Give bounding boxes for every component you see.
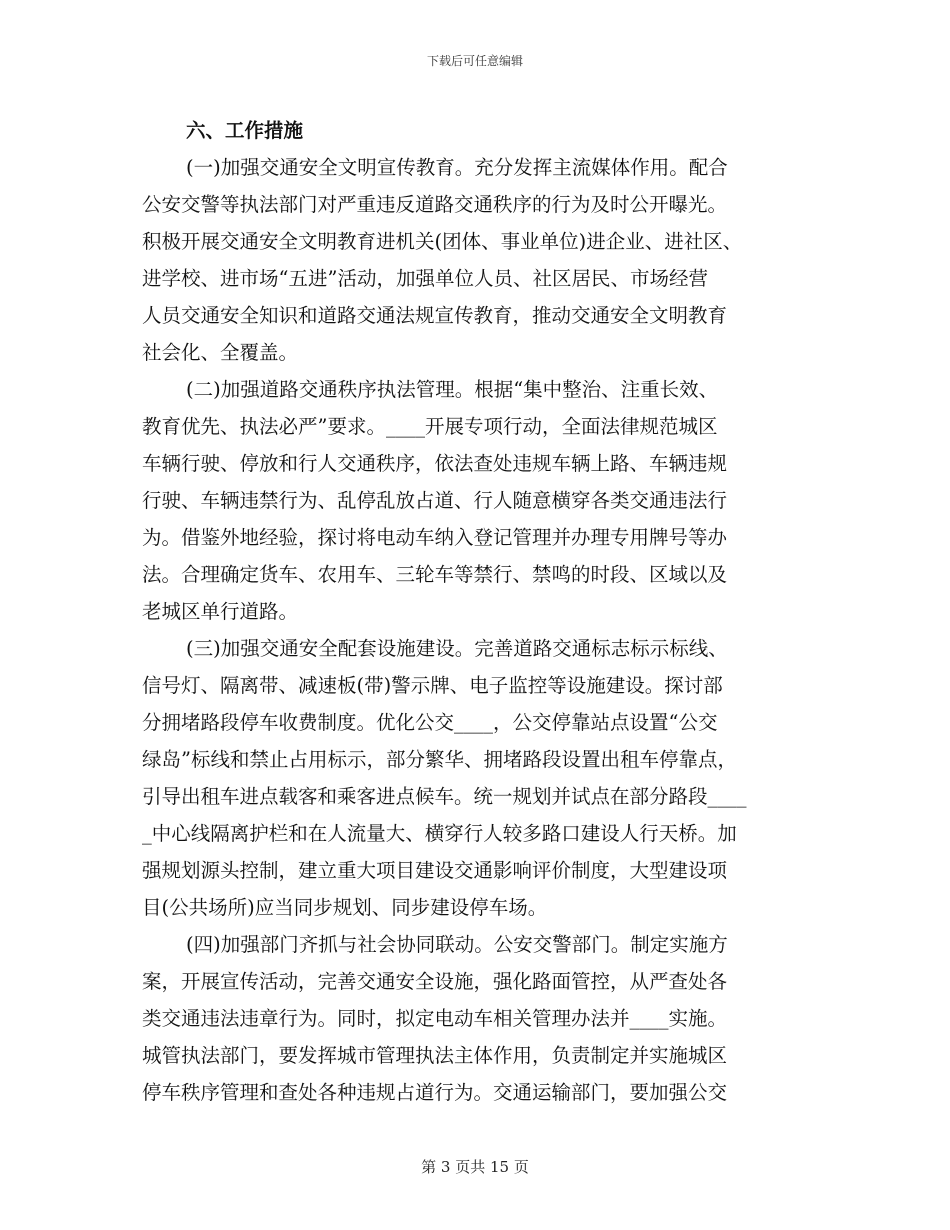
text-line: 积极开展交通安全文明教育进机关(团体、事业单位)进企业、进社区、 (142, 230, 743, 253)
text-line: 绿岛”标线和禁止占用标示，部分繁华、拥堵路段设置出租车停靠点， (142, 748, 737, 771)
page-footer: 第 3 页共 15 页 (421, 1158, 529, 1176)
paragraph-lines (142, 149, 810, 1111)
section-title: 六、工作措施 (186, 119, 304, 142)
text-line: 教育优先、执法必严”要求。____开展专项行动，全面法律规范城区 (142, 415, 718, 438)
text-line: 案，开展宣传活动，完善交通安全设施，强化路面管控，从严查处各 (142, 970, 728, 993)
document-body (142, 112, 810, 1111)
text-line: 人员交通安全知识和道路交通法规宣传教育，推动交通安全文明教育 (142, 304, 728, 327)
text-line: 引导出租车进点载客和乘客进点候车。统一规划并试点在部分路段____ (142, 785, 747, 808)
text-line: 分拥堵路段停车收费制度。优化公交____，公交停靠站点设置“公交 (142, 711, 718, 734)
text-line: 城管执法部门，要发挥城市管理执法主体作用，负责制定并实施城区 (142, 1044, 728, 1067)
text-line: (二)加强道路交通秩序执法管理。根据“集中整治、注重长效、 (186, 378, 719, 401)
text-line: 社会化、全覆盖。 (142, 341, 299, 364)
text-line: 老城区单行道路。 (142, 600, 299, 623)
text-line: 法。合理确定货车、农用车、三轮车等禁行、禁鸣的时段、区域以及 (142, 563, 728, 586)
page-header: 下载后可任意编辑 (426, 54, 523, 68)
text-line: 目(公共场所)应当同步规划、同步建设停车场。 (142, 896, 548, 919)
text-line: (四)加强部门齐抓与社会协同联动。公安交警部门。制定实施方 (186, 933, 728, 956)
text-line: 行驶、车辆违禁行为、乱停乱放占道、行人随意横穿各类交通违法行 (142, 489, 728, 512)
text-line: 公安交警等执法部门对严重违反道路交通秩序的行为及时公开曝光。 (142, 193, 728, 216)
text-line: 信号灯、隔离带、减速板(带)警示牌、电子监控等设施建设。探讨部 (142, 674, 723, 697)
text-line: (三)加强交通安全配套设施建设。完善道路交通标志标示标线、 (186, 637, 728, 660)
text-line: 进学校、进市场“五进”活动，加强单位人员、社区居民、市场经营 (142, 267, 708, 290)
text-line: _中心线隔离护栏和在人流量大、横穿行人较多路口建设人行天桥。加 (142, 822, 737, 845)
text-line: 停车秩序管理和查处各种违规占道行为。交通运输部门，要加强公交 (142, 1081, 728, 1104)
text-line: 强规划源头控制，建立重大项目建设交通影响评价制度，大型建设项 (142, 859, 728, 882)
text-line: (一)加强交通安全文明宣传教育。充分发挥主流媒体作用。配合 (186, 156, 728, 179)
text-line: 类交通违法违章行为。同时，拟定电动车相关管理办法并____实施。 (142, 1007, 728, 1030)
text-line: 为。借鉴外地经验，探讨将电动车纳入登记管理并办理专用牌号等办 (142, 526, 728, 549)
text-line: 车辆行驶、停放和行人交通秩序，依法查处违规车辆上路、车辆违规 (142, 452, 728, 475)
